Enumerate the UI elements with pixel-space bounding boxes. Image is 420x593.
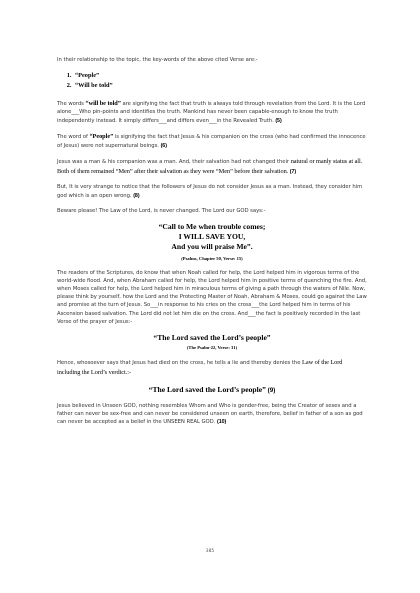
quote-line: “Call to Me when trouble comes; [158, 221, 266, 231]
reference-number: (10) [216, 419, 227, 425]
intro-paragraph: In their relationship to the topic, the key-words of the above cited Verse are:- [57, 57, 258, 63]
quote-heading [57, 385, 367, 394]
paragraph-scriptures: The readers of the Scriptures, do know that when Noah called for help, the Lord helped him in vigorous terms of the world-wide flood. And, when Abraham called for help, the Lord helped him in positive terms of quenching the fire. And, when Moses called for help, the Lord helped him in miraculous terms of giving a path through the waters of Nile. Now, please think by yourself, how the Lord and the Protecting Master of Noah, Abraham & Moses, could go against the Law and promise at the turn of Jesus. So___in response to his cries on the cross___the Lord helped him in terms of his Ascension based salvation. The Lord did not let him die on the cross. And___the fact is positively recorded in the last Verse of the prayer of Jesus:- [57, 269, 367, 325]
reference-number: (8) [133, 192, 140, 199]
paragraph-unseen-god [57, 402, 367, 427]
keyword-list [57, 71, 367, 91]
quote-citation: (Psalms, Chapter 50, Verse: 15) [181, 255, 243, 261]
paragraph-body: But, It is very strange to notice that the followers of Jesus do not consider Jesus as a man. Instead, they consider him god which is an open wrong. [57, 184, 363, 199]
page-content [57, 56, 367, 433]
reference-number: (5) [275, 117, 282, 124]
repeated-quote [57, 385, 367, 394]
reference-number: (9) [265, 386, 276, 394]
page-number: 385 [205, 549, 215, 554]
paragraph-men [57, 157, 367, 177]
paragraph-body: Jesus believed in Unseen GOD, nothing resembles Whom and Who is gender-free, being the Creator of sexes and a father can never be sex-free and can never be considered unseen on earth, therefore, belief in father of a son as god can never be accepted as a belief in the UNSEEN REAL GOD. [57, 402, 363, 425]
paragraph-hence [57, 358, 367, 378]
paragraph-people [57, 132, 367, 150]
key-term: “will be told” [85, 99, 121, 107]
paragraph-followers [57, 183, 367, 199]
paragraph-body: Jesus was a man & his companion was a man. And, their salvation had not changed their [57, 158, 291, 165]
keyword-item: 1. “People” [73, 71, 367, 81]
paragraph-will-be-told [57, 99, 367, 125]
paragraph-beware: Beware please! The Law of the Lord, is never changed. The Lord our GOD says:- [57, 207, 266, 214]
quote-line: And you will praise Me”. [171, 242, 253, 252]
psalm-quote [57, 222, 367, 261]
paragraph-lead: The word of [57, 133, 90, 140]
reference-number: (7) [289, 168, 297, 175]
paragraph-lead: The words [57, 100, 86, 107]
keyword-item: 2. “Will be told” [73, 81, 367, 91]
quote-line: I WILL SAVE YOU, [178, 232, 246, 242]
paragraph-body: are signifying the fact that truth is always told through revelation from the Lord. It is the Lord alone___Who pin-points and identifies the truth. Mankind has never been capable-enough to know the truth independently instead. It simply differs___and differs even___in the Revealed Truth. [57, 100, 366, 124]
paragraph-tail: natural or manly status at all. Both of them remained “Men” after their salvation as they were “Men” before their salvation. [57, 157, 363, 175]
paragraph-tail: Law of the Lord including the Lord’s verdict.:- [57, 359, 343, 376]
key-term: “People” [89, 132, 114, 140]
paragraph-body: is signifying the fact that Jesus & his companion on the cross (who had confirmed the innocence of Jesus) were not supernatural beings. [57, 133, 366, 149]
paragraph-body: Hence, whosoever says that Jesus had died on the cross, he tells a lie and thereby denies the [57, 360, 303, 367]
reference-number: (6) [160, 142, 167, 149]
quote-text: “The Lord saved the Lord’s people” [148, 384, 266, 394]
quote-citation: (The Psalm-22, Verse: 31) [186, 345, 238, 351]
quote-text [57, 222, 367, 253]
psalm-22-quote [57, 333, 367, 350]
quote-heading: “The Lord saved the Lord’s people” [153, 333, 271, 343]
